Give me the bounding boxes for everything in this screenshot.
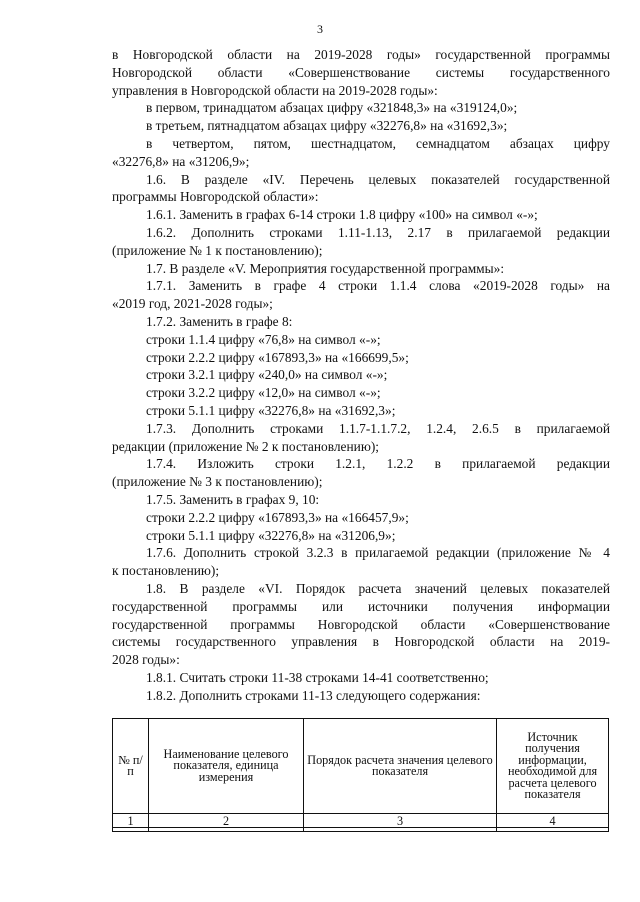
paragraph-line: «32276,8» на «31206,9»; bbox=[112, 153, 250, 169]
paragraph-line: Новгородской области «Совершенствование системы государственного bbox=[112, 64, 610, 80]
table-numbering-row bbox=[113, 814, 609, 828]
document-body bbox=[112, 46, 610, 704]
paragraph-line: в четвертом, пятом, шестнадцатом, семнадцатом абзацах цифру bbox=[146, 135, 610, 151]
paragraph-line: 1.6.1. Заменить в графах 6-14 строки 1.8 цифру «100» на символ «-»; bbox=[146, 207, 538, 223]
paragraph-line: 1.7.3. Дополнить строками 1.1.7-1.1.7.2, 1.2.4, 2.6.5 в прилагаемой bbox=[146, 420, 610, 436]
paragraph-line: строки 5.1.1 цифру «32276,8» на «31206,9»; bbox=[146, 527, 396, 543]
paragraph-line: 1.7.6. Дополнить строкой 3.2.3 в прилагаемой редакции (приложение № 4 bbox=[146, 545, 610, 561]
table-cell: 2 bbox=[149, 814, 304, 828]
paragraph-line: 1.8.1. Считать строки 11-38 строками 14-41 соответственно; bbox=[146, 669, 489, 685]
indicators-table bbox=[112, 718, 609, 832]
table-rule-cell bbox=[113, 828, 149, 832]
table-header-row bbox=[113, 719, 609, 814]
paragraph-line: в первом, тринадцатом абзацах цифру «321848,3» на «319124,0»; bbox=[146, 100, 518, 116]
table-cell: 4 bbox=[497, 814, 609, 828]
header-calculation-method: Порядок расчета значения целевого показателя bbox=[304, 719, 497, 814]
table-cell: 3 bbox=[304, 814, 497, 828]
paragraph-line: 1.6. В разделе «IV. Перечень целевых показателей государственной bbox=[146, 171, 610, 187]
paragraph-line: 1.7.2. Заменить в графе 8: bbox=[146, 313, 293, 329]
table-cell: 1 bbox=[113, 814, 149, 828]
paragraph-line: 1.7. В разделе «V. Мероприятия государственной программы»: bbox=[146, 260, 505, 276]
paragraph-line: строки 3.2.1 цифру «240,0» на символ «-»; bbox=[146, 367, 388, 383]
paragraph-line: строки 3.2.2 цифру «12,0» на символ «-»; bbox=[146, 385, 381, 401]
paragraph-line: строки 5.1.1 цифру «32276,8» на «31692,3»; bbox=[146, 402, 396, 418]
paragraph-line: строки 2.2.2 цифру «167893,3» на «166699,5»; bbox=[146, 349, 409, 365]
paragraph-line: (приложение № 1 к постановлению); bbox=[112, 242, 323, 258]
table-rule-cell bbox=[304, 828, 497, 832]
header-information-source: Источник получения информации, необходимой для расчета целевого показателя bbox=[497, 719, 609, 814]
paragraph-line: «2019 год, 2021-2028 годы»; bbox=[112, 296, 273, 312]
paragraph-line: 1.7.4. Изложить строки 1.2.1, 1.2.2 в прилагаемой редакции bbox=[146, 456, 610, 472]
paragraph-line: 2028 годы»: bbox=[112, 652, 180, 668]
paragraph-line: строки 2.2.2 цифру «167893,3» на «166457,9»; bbox=[146, 509, 409, 525]
paragraph-line: государственной программы Новгородской области «Совершенствование bbox=[112, 616, 610, 632]
paragraph-line: программы Новгородской области»: bbox=[112, 189, 319, 205]
header-indicator-name: Наименование целевого показателя, единица измерения bbox=[149, 719, 304, 814]
paragraph-line: системы государственного управления в Новгородской области на 2019- bbox=[112, 634, 610, 650]
paragraph-line: 1.7.1. Заменить в графе 4 строки 1.1.4 слова «2019-2028 годы» на bbox=[146, 278, 610, 294]
paragraph-line: (приложение № 3 к постановлению); bbox=[112, 474, 323, 490]
header-number: № п/п bbox=[113, 719, 149, 814]
paragraph-line: 1.8. В разделе «VI. Порядок расчета значений целевых показателей bbox=[146, 580, 610, 596]
paragraph-line: в Новгородской области на 2019-2028 годы» государственной программы bbox=[112, 47, 610, 62]
paragraph-line: в третьем, пятнадцатом абзацах цифру «32276,8» на «31692,3»; bbox=[146, 118, 508, 134]
paragraph-line: управления в Новгородской области на 2019-2028 годы»: bbox=[112, 82, 438, 98]
paragraph-line: к постановлению); bbox=[112, 563, 220, 579]
paragraph-line: 1.6.2. Дополнить строками 1.11-1.13, 2.17 в прилагаемой редакции bbox=[146, 224, 610, 240]
page-number: 3 bbox=[317, 22, 323, 36]
paragraph-line: редакции (приложение № 2 к постановлению); bbox=[112, 438, 380, 454]
table-rule-cell bbox=[149, 828, 304, 832]
paragraph-line: 1.7.5. Заменить в графах 9, 10: bbox=[146, 491, 320, 507]
table-rule-row bbox=[113, 828, 609, 832]
paragraph-line: государственной программы или источники получения информации bbox=[112, 598, 610, 614]
table-rule-cell bbox=[497, 828, 609, 832]
paragraph-line: 1.8.2. Дополнить строками 11-13 следующего содержания: bbox=[146, 687, 481, 703]
paragraph-line: строки 1.1.4 цифру «76,8» на символ «-»; bbox=[146, 331, 381, 347]
